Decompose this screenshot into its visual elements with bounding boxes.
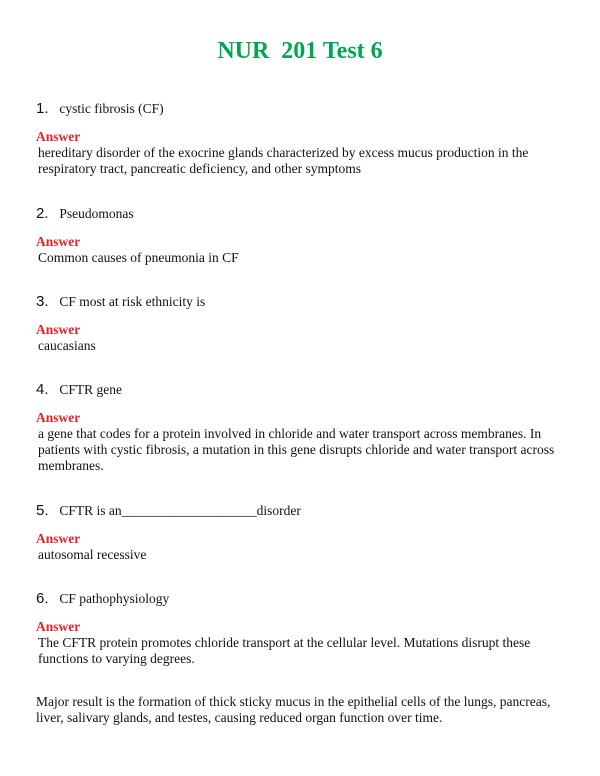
question-text: CF most at risk ethnicity is bbox=[59, 294, 206, 309]
answer-label: Answer bbox=[36, 129, 81, 144]
question-text: CF pathophysiology bbox=[59, 591, 170, 606]
answer-text-6: The CFTR protein promotes chloride transport at the cellular level. Mutations disrupt these functions to varying degrees. bbox=[38, 635, 531, 666]
question-1 bbox=[36, 101, 566, 117]
question-text: cystic fibrosis (CF) bbox=[59, 101, 164, 116]
answer-text-4: a gene that codes for a protein involved in chloride and water transport across membranes. In patients with cystic fibrosis, a mutation in this gene disrupts chloride and water transport across membranes. bbox=[38, 426, 555, 473]
answer-label: Answer bbox=[36, 322, 81, 337]
question-number: 4. bbox=[36, 381, 49, 398]
answer-label: Answer bbox=[36, 410, 81, 425]
answer-label: Answer bbox=[36, 531, 81, 546]
answer-text-3: caucasians bbox=[38, 338, 96, 353]
question-5 bbox=[36, 503, 566, 519]
question-4 bbox=[36, 382, 566, 398]
question-text: Pseudomonas bbox=[59, 206, 134, 221]
question-6 bbox=[36, 591, 566, 607]
question-3 bbox=[36, 294, 566, 310]
question-number: 3. bbox=[36, 293, 49, 310]
answer-text-2: Common causes of pneumonia in CF bbox=[38, 250, 239, 265]
qa-item-2 bbox=[36, 206, 566, 266]
answer-text-5: autosomal recessive bbox=[38, 547, 147, 562]
question-number: 1. bbox=[36, 100, 49, 117]
answer-text-1: hereditary disorder of the exocrine glands characterized by excess mucus production in the respiratory tract, pancreatic deficiency, and other symptoms bbox=[38, 145, 529, 176]
question-number: 5. bbox=[36, 502, 49, 519]
extra-paragraph: Major result is the formation of thick sticky mucus in the epithelial cells of the lungs, pancreas, liver, salivary glands, and testes, causing reduced organ function over time. bbox=[36, 694, 551, 725]
answer-label: Answer bbox=[36, 619, 81, 634]
question-number: 2. bbox=[36, 205, 49, 222]
answer-label: Answer bbox=[36, 234, 81, 249]
page-title: NUR 201 Test 6 bbox=[217, 38, 383, 64]
qa-item-1 bbox=[36, 101, 566, 177]
qa-item-5 bbox=[36, 503, 566, 563]
qa-item-3 bbox=[36, 294, 566, 354]
question-text: CFTR gene bbox=[59, 382, 122, 397]
question-text: CFTR is an____________________disorder bbox=[59, 503, 301, 518]
question-number: 6. bbox=[36, 590, 49, 607]
question-2 bbox=[36, 206, 566, 222]
qa-item-4 bbox=[36, 382, 566, 474]
qa-item-6 bbox=[36, 591, 566, 667]
